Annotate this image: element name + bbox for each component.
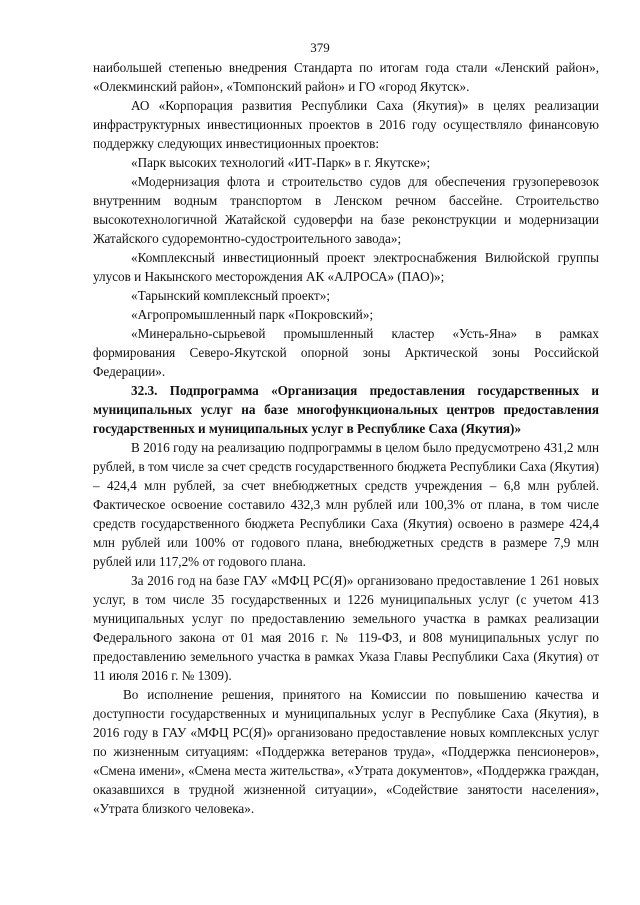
list-item: «Комплексный инвестиционный проект электроснабжения Вилюйской группы улусов и Накынского месторождения АК «АЛРОСА» (ПАО)»;: [93, 250, 599, 284]
list-item: «Парк высоких технологий «ИТ-Парк» в г. Якутске»;: [131, 155, 431, 170]
list-item: «Агропромышленный парк «Покровский»;: [131, 307, 374, 322]
list-item: «Модернизация флота и строительство судов для обеспечения грузоперевозок внутренним водным транспортом в Ленском речном бассейне. Строительство высокотехнологичной Жатайской судоверфи на базе реконструкции и модернизации Жатайского судоремонтно-судостроительного завода»;: [93, 174, 599, 246]
page-number: 379: [310, 40, 330, 55]
section-heading: 32.3. Подпрограмма «Организация предоставления государственных и муниципальных услуг на базе многофункциональных центров предоставления государственных и муниципальных услуг в Республике Саха (Якутия)»: [93, 383, 599, 436]
document-body: [93, 58, 599, 818]
list-item: «Минерально-сырьевой промышленный кластер «Усть-Яна» в рамках формирования Северо-Якутской опорной зоны Арктической зоны Российской Федерации».: [93, 326, 599, 379]
paragraph-services: За 2016 год на базе ГАУ «МФЦ РС(Я)» организовано предоставление 1 261 новых услуг, в том числе 35 государственных и 1226 муниципальных услуг (с учетом 413 муниципальных услуг по предоставлению земельного участка в рамках реализации Федерального закона от 01 мая 2016 г. № 119-ФЗ, и 808 муниципальных услуг по предоставлению земельного участка в рамках Указа Главы Республики Саха (Якутия) от 11 июля 2016 г. № 1309).: [93, 573, 599, 683]
paragraph-corporation: АО «Корпорация развития Республики Саха (Якутия)» в целях реализации инфраструктурных инвестиционных проектов в 2016 году осуществляло финансовую поддержку следующих инвестиционных проектов:: [93, 98, 599, 151]
list-item: «Тарынский комплексный проект»;: [131, 288, 330, 303]
paragraph-complex-services: Во исполнение решения, принятого на Комиссии по повышению качества и доступности государственных и муниципальных услуг в Республике Саха (Якутия), в 2016 году в ГАУ «МФЦ РС(Я)» организовано предоставление новых комплексных услуг по жизненным ситуациям: «Поддержка ветеранов труда», «Поддержка пенсионеров», «Смена имени», «Смена места жительства», «Утрата документов», «Поддержка граждан, оказавшихся в трудной жизненной ситуации», «Содействие занятости населения», «Утрата близкого человека».: [93, 687, 599, 816]
paragraph-continuation: наибольшей степенью внедрения Стандарта по итогам года стали «Ленский район», «Олекминский район», «Томпонский район» и ГО «город Якутск».: [93, 60, 599, 94]
paragraph-funding: В 2016 году на реализацию подпрограммы в целом было предусмотрено 431,2 млн рублей, в том числе за счет средств государственного бюджета Республики Саха (Якутия) – 424,4 млн рублей, за счет внебюджетных средств учреждения – 6,8 млн рублей. Фактическое освоение составило 432,3 млн рублей или 100,3% от плана, в том числе средств государственного бюджета Республики Саха (Якутия) освоено в размере 424,4 млн рублей или 100% от годового плана, внебюджетных средств в размере 7,9 млн рублей или 117,2% от годового плана.: [93, 440, 599, 569]
